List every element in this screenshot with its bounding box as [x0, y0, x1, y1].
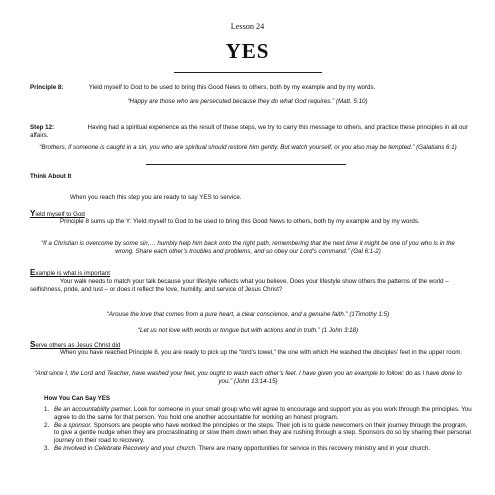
title-divider	[174, 72, 322, 73]
list-item-text: Look for someone in your small group who will agree to encourage and support you as you work through the principles. You agree to do the same for that person. You hold one another accountable for working an honest program.	[54, 406, 472, 421]
how-heading: How You Can Say YES	[44, 395, 111, 402]
section-divider	[146, 164, 346, 165]
yield-initial: Y	[30, 209, 36, 218]
example-initial: E	[30, 268, 36, 277]
example-heading-rest: xample is what is important	[35, 270, 110, 277]
example-text: Your walk needs to match your talk because your lifestyle reflects what you believe. Does your lifestyle show others the patterns of the world – selfishness, pride, and lust – or does it reflect the love, humility, and service of Jesus Christ?	[30, 278, 449, 293]
principle-line	[30, 84, 470, 92]
list-item-text: There are many opportunities for service in this recovery ministry and in your church.	[196, 444, 431, 452]
list-item	[30, 445, 472, 453]
list-item-number: 3.	[44, 444, 50, 452]
think-heading: Think About It	[30, 173, 72, 180]
serve-quote: “And since I, the Lord and Teacher, have washed your feet, you ought to wash each other’s feet. I have given you an example to follow: do as I have done to you.” (John 13:14-15)	[34, 370, 462, 385]
lesson-number: Lesson 24	[230, 22, 265, 31]
list-item	[30, 422, 472, 445]
serve-text: When you have reached Principle 8, you are ready to pick up the “lord’s towel,” the one with which He washed the disciples’ feet in the upper room.	[60, 349, 463, 356]
principle-text: Yield myself to God to be used to bring this Good News to others, both by my example and by my words.	[88, 84, 376, 91]
how-list	[30, 406, 472, 453]
list-item-number: 2.	[44, 421, 50, 429]
principle-quote: “Happy are those who are persecuted because they do what God requires.” (Matt. 5:10)	[127, 98, 368, 105]
page-title: YES	[225, 39, 270, 63]
list-item-number: 1.	[44, 406, 50, 413]
step-label: Step 12:	[30, 124, 55, 131]
example-quote-2: “Let us not love with words or tongue but with actions and in truth.” (1 John 3:18)	[137, 327, 359, 334]
yield-text: Principle 8 sums up the Y: Yield myself to God to be used to bring this Good News to others, both by my example and by my words.	[60, 218, 420, 225]
list-item-lead: Be an accountability partner.	[54, 406, 133, 413]
yield-heading-rest: ield myself to God	[35, 211, 85, 218]
step-quote: “Brothers, if someone is caught in a sin, you who are spiritual should restore him gently. But watch yourself, or you also may be tempted.” (Galatians 6:1)	[39, 144, 457, 151]
serve-initial: S	[30, 340, 36, 349]
list-item-lead: Be involved in Celebrate Recovery and your church.	[54, 444, 197, 452]
step-text: Having had a spiritual experience as the result of these steps, we try to carry this message to others, and practice these principles in all our affairs.	[30, 124, 468, 139]
yield-quote: “If a Christian is overcome by some sin,… humbly help him back onto the right path, remembering that the next time it might be one of you who is in the wrong. Share each other’s troubles and problems, and so obey our Lord’s command.” (Gal 6:1-2)	[41, 240, 455, 255]
list-item-text: Sponsors are people who have worked the principles or the steps. Their job is to guide newcomers on their journey through the program, to give a gentle nudge when they are procrastinating or slow them down when they are rushing through a step. Sponsors do so by sharing their personal journey on their road to recovery.	[54, 421, 471, 444]
serve-heading-rest: erve others as Jesus Christ did	[35, 342, 121, 349]
think-intro: When you reach this step you are ready to say YES to service.	[70, 194, 242, 201]
step-paragraph	[30, 124, 470, 140]
principle-label: Principle 8:	[30, 84, 64, 91]
list-item-lead: Be a sponsor.	[54, 421, 92, 429]
list-item	[30, 406, 472, 422]
example-quote-1: “Arouse the love that comes from a pure heart, a clear conscience, and a genuine faith.” (1Timothy 1:5)	[106, 311, 390, 318]
example-heading	[30, 268, 110, 278]
